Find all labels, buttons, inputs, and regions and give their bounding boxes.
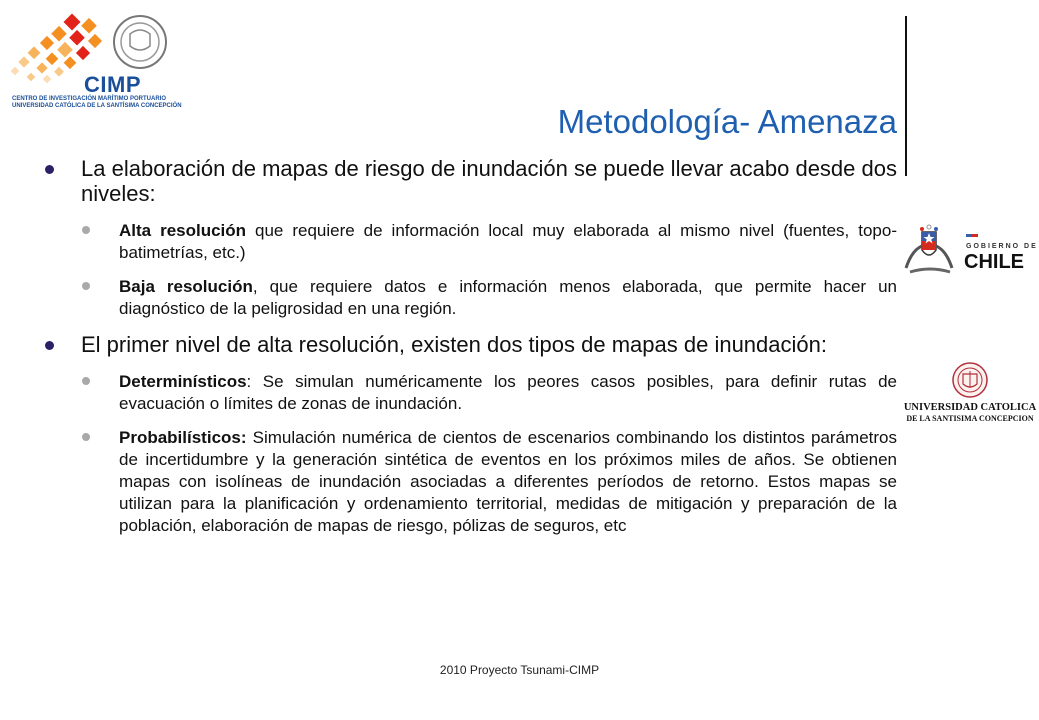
cimp-logo [4,10,190,109]
gobierno-de-chile-logo [900,224,1038,280]
bullet-term: Probabilísticos: [119,428,247,447]
bullet-level2 [45,371,897,415]
chile-text: CHILE [964,251,1024,273]
cimp-logo-subtitle: CENTRO DE INVESTIGACIÓN MARÍTIMO PORTUARIO UNIVERSIDAD CATÓLICA DE LA SANTÍSIMA CONCEPCIÓN [12,96,182,109]
bullet-dot-icon [82,377,90,385]
ucsc-logo [905,362,1035,432]
bullet-term: Baja resolución [119,277,253,296]
bullet-level2 [45,427,897,537]
bullet-text: , que requiere datos e información menos elaborada, que permite hacer un diagnóstico de la peligrosidad en una región. [119,277,897,318]
ucsc-seal-icon [905,362,1035,432]
ucsc-line2: DE LA SANTISIMA CONCEPCION [906,414,1034,423]
bullet-dot-icon [82,433,90,441]
bullet-text: La elaboración de mapas de riesgo de inundación se puede llevar acabo desde dos niveles: [81,156,897,206]
bullet-text: Simulación numérica de cientos de escenarios combinando los distintos parámetros de incertidumbre y la generación sintética de eventos en los próximos miles de años. Se obtienen mapas con isolíneas de inundación asociadas a diferentes períodos de retorno. Estos mapas se utilizan para la planificación y ordenamiento territorial, medidas de mitigación y preparación de la población, elaboración de mapas de riesgo, pólizas de seguros, etc [119,428,897,535]
bullet-dot-icon [45,341,54,350]
bullet-level2 [45,220,897,264]
slide-content [45,156,897,549]
gobierno-small-text: GOBIERNO DE [966,243,1038,250]
bullet-text: que requiere de información local muy elaborada al mismo nivel (fuentes, topo-batimetrías, etc.) [119,221,897,262]
chile-coat-of-arms-icon [900,224,1038,280]
title-divider [905,16,907,176]
bullet-level1 [45,156,897,206]
bullet-dot-icon [82,226,90,234]
cimp-logo-text: CIMP [84,72,141,97]
slide-title: Metodología- Amenaza [557,103,897,140]
ucsc-line1: UNIVERSIDAD CATOLICA [903,402,1037,413]
bullet-dot-icon [45,165,54,174]
bullet-level1 [45,332,897,357]
bullet-dot-icon [82,282,90,290]
bullet-term: Alta resolución [119,221,247,240]
slide-footer: 2010 Proyecto Tsunami-CIMP [439,663,600,677]
bullet-term: Determinísticos [119,372,247,391]
bullet-level2 [45,276,897,320]
bullet-text: : Se simulan numéricamente los peores casos posibles, para definir rutas de evacuación o límites de zonas de inundación. [119,372,897,413]
bullet-text: El primer nivel de alta resolución, existen dos tipos de mapas de inundación: [81,332,827,357]
